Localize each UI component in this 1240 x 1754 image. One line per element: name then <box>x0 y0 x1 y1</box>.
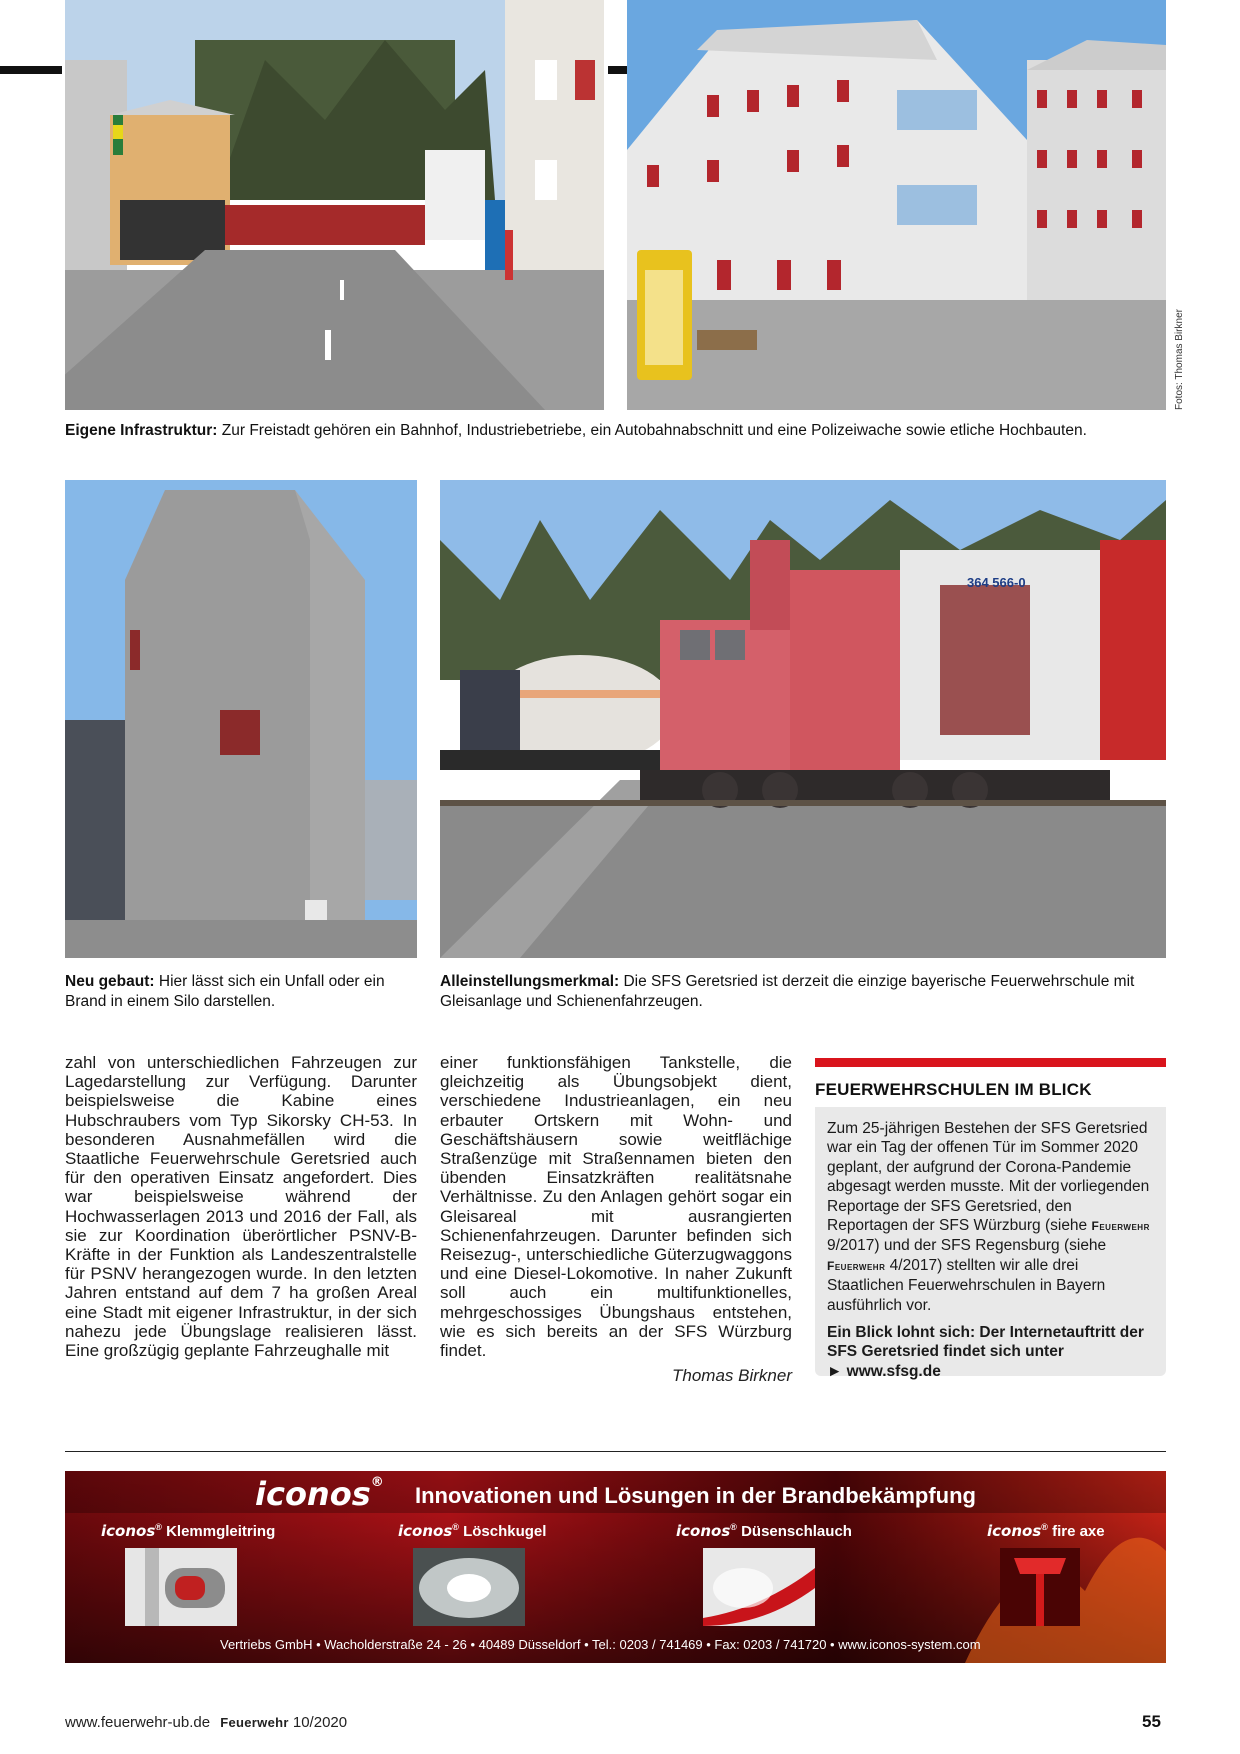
caption-locomotive <box>440 972 1166 1012</box>
footer-magazine: Feuerwehr <box>220 1715 289 1730</box>
ad-product-3: iconos® Düsenschlauch <box>676 1522 852 1540</box>
loco-number: 364 566-0 <box>967 575 1026 590</box>
magazine-logo: Feuerwehr <box>827 1258 886 1273</box>
divider <box>65 1451 1166 1452</box>
product-name: fire axe <box>1052 1523 1105 1540</box>
photo-credit: Fotos: Thomas Birkner <box>1174 309 1185 410</box>
article-column-1: zahl von unterschiedlichen Fahrzeugen zur Lagedarstellung zur Verfügung. Darunter beispielsweise die Kabine eines Hubschraubers vom Typ Sikorsky CH-53. In besonderen Ausnahmefällen wird die Staatliche Feuerwehrschule Geretsried auch für den operativen Einsatz angefordert. Dies war beispielsweise während der Hochwasserlagen 2013 und 2016 der Fall, als sie zur Koordination überörtlicher PSNV-B-Kräfte in der Funktion als Landeszentralstelle für PSNV herangezogen wurde. In den letzten Jahren entstand auf dem 7 ha großen Areal eine Stadt mit eigener Infrastruktur, in der sich nahezu jede Übungslage realisieren lässt. Eine großzügig geplante Fahrzeughalle mit <box>65 1053 417 1361</box>
sidebar-text-3: 4/2017) stellten wir alle drei Staatlichen Feuerwehrschulen in Bayern ausführlich vor. <box>827 1256 1106 1314</box>
product-brand: iconos <box>398 1522 453 1540</box>
sidebar-body <box>827 1119 1154 1315</box>
product-brand: iconos <box>101 1522 156 1540</box>
product-image-klemmgleitring <box>125 1548 237 1626</box>
ad-product-4: iconos® fire axe <box>987 1522 1105 1540</box>
ad-brand <box>255 1475 384 1513</box>
footer-issue: 10/2020 <box>292 1714 348 1731</box>
sidebar-top-bar <box>815 1058 1166 1067</box>
sidebar-text-2: 9/2017) und der SFS Regensburg (siehe <box>827 1237 1107 1255</box>
footer-url[interactable]: www.feuerwehr-ub.de <box>65 1714 211 1731</box>
caption-infrastructure <box>65 421 1175 441</box>
product-image-fire-axe <box>1000 1548 1080 1626</box>
photo-street <box>65 0 604 410</box>
ad-product-2: iconos® Löschkugel <box>398 1522 547 1540</box>
ad-brand-reg: ® <box>370 1475 384 1490</box>
sidebar-text-1: Zum 25-jährigen Bestehen der SFS Geretsried war ein Tag der offenen Tür im Sommer 2020 geplant, der aufgrund der Corona-Pandemie abgesagt werden musste. Mit der vorliegenden Reportage der SFS Geretsried, den Reportagen der SFS Würzburg (siehe <box>827 1120 1150 1235</box>
sidebar-title: FEUERWEHRSCHULEN IM BLICK <box>815 1080 1092 1099</box>
magazine-logo: Feuerwehr <box>1091 1219 1150 1234</box>
ad-address: Vertriebs GmbH • Wacholderstraße 24 - 26 • 40489 Düsseldorf • Tel.: 0203 / 741469 • Fax: 0203 / 741720 • www.iconos-system.com <box>220 1637 981 1652</box>
top-tab-left <box>0 66 62 74</box>
caption-lead: Neu gebaut: <box>65 973 155 990</box>
ad-product-1: iconos® Klemmgleitring <box>101 1522 276 1540</box>
photo-buildings <box>627 0 1166 410</box>
product-name: Löschkugel <box>463 1523 547 1540</box>
caption-text: Zur Freistadt gehören ein Bahnhof, Industriebetriebe, ein Autobahnabschnitt und eine Polizeiwache sowie etliche Hochbauten. <box>221 422 1087 439</box>
caption-silo <box>65 972 425 1012</box>
article-author: Thomas Birkner <box>672 1366 792 1385</box>
sidebar-lead-text: Ein Blick lohnt sich: Der Internetauftritt der SFS Geretsried findet sich unter <box>827 1324 1144 1361</box>
ad-banner[interactable] <box>65 1471 1166 1663</box>
product-image-loeschkugel <box>413 1548 525 1626</box>
product-brand: iconos <box>987 1522 1042 1540</box>
product-name: Düsenschlauch <box>741 1523 852 1540</box>
caption-text: Die SFS Geretsried ist derzeit die einzige bayerische Feuerwehrschule mit Gleisanlage und Schienenfahrzeugen. <box>440 973 1135 1010</box>
sidebar-lead <box>827 1323 1154 1381</box>
page-number: 55 <box>1142 1712 1161 1731</box>
footer <box>65 1714 347 1731</box>
photo-silo <box>65 480 417 958</box>
caption-lead: Eigene Infrastruktur: <box>65 422 218 439</box>
product-name: Klemmgleitring <box>166 1523 276 1540</box>
product-brand: iconos <box>676 1522 731 1540</box>
sidebar-box <box>815 1107 1166 1380</box>
caption-lead: Alleinstellungsmerkmal: <box>440 973 620 990</box>
caption-text: Hier lässt sich ein Unfall oder ein Brand in einem Silo darstellen. <box>65 973 385 1010</box>
ad-brand-text: iconos <box>255 1475 371 1513</box>
ad-tagline: Innovationen und Lösungen in der Brandbekämpfung <box>415 1483 976 1508</box>
top-tab-right <box>608 66 628 74</box>
photo-locomotive <box>440 480 1166 958</box>
article-column-2: einer funktionsfähigen Tankstelle, die gleichzeitig als Übungsobjekt dient, verschiedene Industrieanlagen, ein neu erbauter Ortskern mit Wohn- und Geschäftshäusern sowie weitflächige Straßenzüge mit Straßennamen bieten den übenden Einsatzkräften realitätsnahe Verhältnisse. Zu den Anlagen gehört sogar ein Gleisareal mit ausrangierten Schienenfahrzeugen. Darunter befinden sich Reisezug-, unterschiedliche Güterzugwaggons und eine Diesel-Lokomotive. In naher Zukunft soll auch ein multifunktionelles, mehrgeschossiges Übungshaus entstehen, wie es sich bereits an der SFS Würzburg findet. <box>440 1053 792 1361</box>
product-image-duesenschlauch <box>703 1548 815 1626</box>
sidebar-link[interactable]: ► www.sfsg.de <box>827 1362 941 1380</box>
